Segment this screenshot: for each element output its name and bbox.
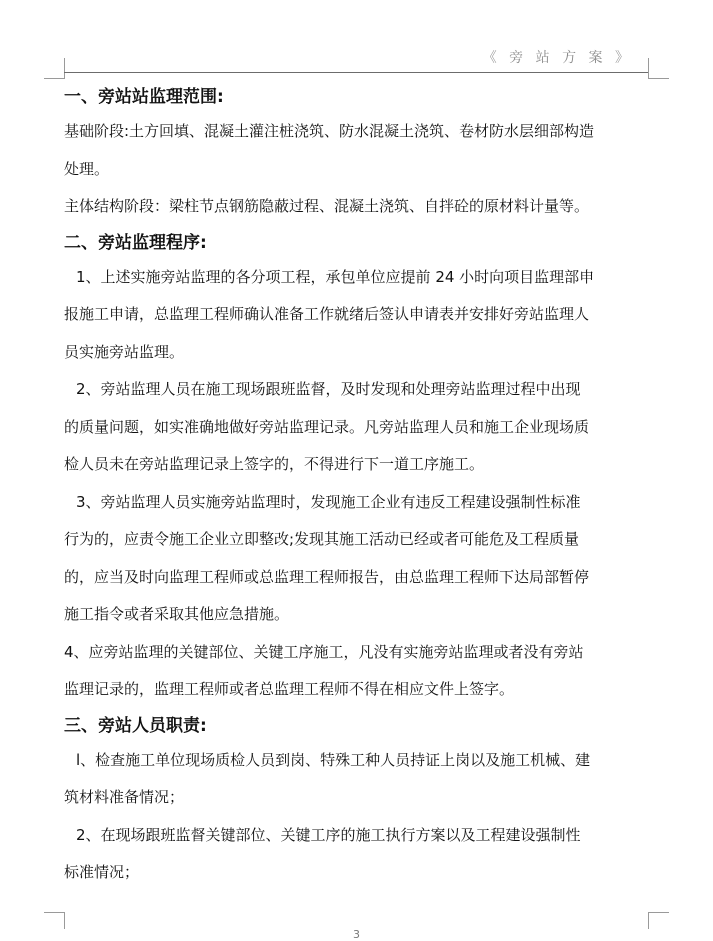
paragraph-line: 1、上述实施旁站监理的各分项工程，承包单位应提前 24 小时向项目监理部申 (76, 267, 595, 286)
paragraph-line: 处理。 (64, 159, 110, 178)
crop-mark-top-left (44, 58, 65, 79)
paragraph-line: 主体结构阶段：梁柱节点钢筋隐蔽过程、混凝土浇筑、自拌砼的原材料计量等。 (64, 197, 590, 215)
paragraph-line: 筑材料准备情况； (64, 788, 185, 806)
header-rule (64, 72, 648, 73)
paragraph-line: l、检查施工单位现场质检人员到岗、特殊工种人员持证上岗以及施工机械、建 (76, 750, 591, 769)
document-body (64, 84, 654, 892)
section-heading: 三、旁站人员职责: (64, 715, 207, 736)
paragraph-line: 3、旁站监理人员实施旁站监理时，发现施工企业有违反工程建设强制性标准 (76, 492, 581, 511)
paragraph-line: 行为的，应责令施工企业立即整改;发现其施工活动已经或者可能危及工程质量 (64, 530, 580, 548)
paragraph-line: 员实施旁站监理。 (64, 342, 185, 361)
page-header-title: 《 旁 站 方 案 》 (482, 50, 633, 66)
paragraph-line: 施工指令或者采取其他应急措施。 (64, 605, 290, 623)
paragraph-line: 2、旁站监理人员在施工现场跟班监督，及时发现和处理旁站监理过程中出现 (76, 380, 581, 398)
section-heading: 一、旁站站监理范围: (64, 87, 224, 107)
paragraph-line: 检人员未在旁站监理记录上签字的，不得进行下一道工序施工。 (64, 455, 485, 473)
page-number: 3 (353, 928, 360, 941)
paragraph-line: 4、应旁站监理的关键部位、关键工序施工，凡没有实施旁站监理或者没有旁站 (64, 642, 584, 661)
paragraph-line: 标准情况； (64, 863, 140, 881)
paragraph-line: 的质量问题，如实准确地做好旁站监理记录。凡旁站监理人员和施工企业现场质 (64, 417, 590, 436)
paragraph-line: 基础阶段:土方回填、混凝土灌注桩浇筑、防水混凝土浇筑、卷材防水层细部构造 (64, 122, 595, 140)
paragraph-line: 报施工申请，总监理工程师确认准备工作就绪后签认申请表并安排好旁站监理人 (64, 305, 590, 323)
crop-mark-bottom-left (44, 912, 65, 929)
paragraph-line: 2、在现场跟班监督关键部位、关键工序的施工执行方案以及工程建设强制性 (76, 825, 581, 844)
paragraph-line: 的，应当及时向监理工程师或总监理工程师报告，由总监理工程师下达局部暂停 (64, 567, 590, 586)
crop-mark-top-right (648, 58, 669, 79)
section-heading: 二、旁站监理程序: (64, 232, 207, 253)
crop-mark-bottom-right (648, 912, 669, 929)
paragraph-line: 监理记录的，监理工程师或者总监理工程师不得在相应文件上签字。 (64, 680, 515, 698)
